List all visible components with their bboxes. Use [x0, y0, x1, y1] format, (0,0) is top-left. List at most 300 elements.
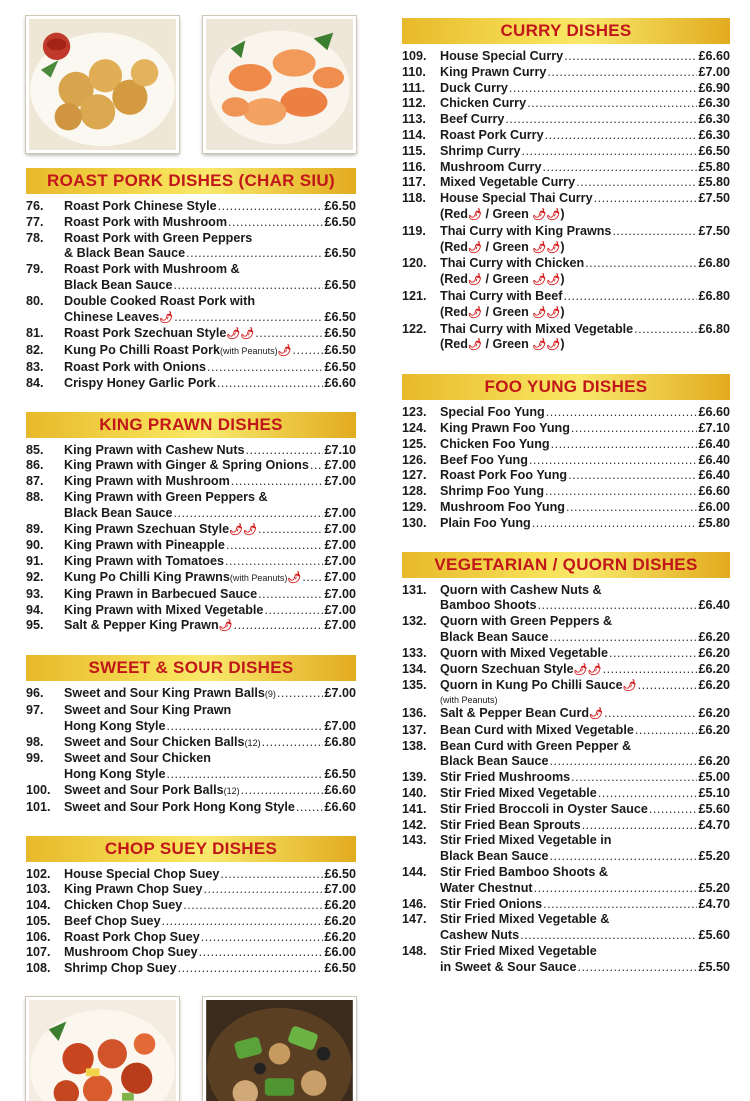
- item-number: 78.: [26, 230, 44, 245]
- section-header: CHOP SUEY DISHES: [26, 836, 356, 862]
- item-number: 77.: [26, 214, 44, 229]
- item-name: House Special Thai Curry: [440, 191, 593, 206]
- item-body: [64, 570, 356, 587]
- menu-item: [402, 646, 730, 662]
- dot-leader: [547, 65, 697, 81]
- dot-leader: [166, 719, 323, 735]
- menu-item: [26, 961, 356, 977]
- item-number: 126.: [402, 452, 427, 467]
- item-body: [440, 786, 730, 802]
- menu-item: [402, 944, 730, 976]
- menu-item: [402, 516, 730, 532]
- item-line: [64, 735, 356, 752]
- menu-item: [26, 603, 356, 619]
- item-name: King Prawn with Green Peppers &: [64, 489, 268, 504]
- item-number: 140.: [402, 786, 427, 801]
- item-price: £7.00: [324, 882, 356, 897]
- dot-leader: [634, 322, 697, 338]
- dot-leader: [638, 678, 698, 694]
- item-name: King Prawn Chop Suey: [64, 882, 203, 897]
- item-name: King Prawn with Mushroom: [64, 474, 230, 489]
- menu-section: [26, 412, 356, 636]
- item-name: King Prawn in Barbecued Sauce: [64, 586, 258, 601]
- item-note: (9): [264, 689, 276, 700]
- menu-item: [26, 199, 356, 215]
- dot-leader: [603, 662, 698, 678]
- menu-item: [26, 343, 356, 360]
- item-line: [440, 421, 730, 437]
- item-price: £6.00: [698, 499, 730, 514]
- item-line: [440, 322, 730, 338]
- item-name: Sweet and Sour Chicken: [64, 751, 211, 766]
- chili-icon: 🌶: [468, 306, 482, 319]
- item-number: 81.: [26, 326, 44, 341]
- item-number: 119.: [402, 223, 426, 238]
- item-price: £6.60: [698, 49, 730, 63]
- menu-item: [402, 65, 730, 81]
- dot-leader: [576, 175, 697, 191]
- item-name: Chicken Foo Yung: [440, 436, 550, 451]
- item-body: [64, 262, 356, 294]
- item-name: Black Bean Sauce: [440, 629, 549, 644]
- item-name: Shrimp Foo Yung: [440, 484, 545, 499]
- item-number: 142.: [402, 817, 427, 832]
- item-line: [64, 686, 356, 703]
- item-number: 112.: [402, 96, 426, 111]
- item-price: £6.20: [698, 722, 730, 737]
- item-body: [440, 144, 730, 160]
- menu-item: [26, 618, 356, 635]
- item-body: [64, 735, 356, 752]
- menu-item: [402, 144, 730, 160]
- item-line: [64, 914, 356, 930]
- item-body: [64, 930, 356, 946]
- dot-leader: [612, 224, 697, 240]
- menu-item: [26, 294, 356, 327]
- item-number: 104.: [26, 898, 51, 913]
- menu-item: [26, 474, 356, 490]
- item-price: £5.60: [698, 928, 730, 943]
- item-name: Mushroom Curry: [440, 159, 542, 174]
- item-price: £7.50: [698, 191, 730, 206]
- dot-leader: [543, 897, 697, 913]
- menu-item: [402, 802, 730, 818]
- item-number: 105.: [26, 913, 51, 928]
- item-name: Sweet and Sour King Prawn Balls: [64, 686, 265, 701]
- menu-item: [26, 554, 356, 570]
- item-line: [440, 928, 730, 944]
- item-name: Quorn in Kung Po Chilli Sauce: [440, 678, 623, 693]
- item-number: 135.: [402, 678, 427, 693]
- item-number: 128.: [402, 484, 427, 499]
- item-name: King Prawn Curry: [440, 64, 547, 79]
- item-line: [64, 603, 356, 619]
- item-name: Hong Kong Style: [64, 718, 166, 733]
- item-body: [440, 500, 730, 516]
- item-name: Stir Fried Mushrooms: [440, 770, 571, 785]
- item-name: Beef Foo Yung: [440, 452, 528, 467]
- sweet-sour-photo: [26, 997, 179, 1101]
- item-line: [440, 818, 730, 834]
- item-line: [440, 144, 730, 160]
- item-line: [440, 81, 730, 97]
- item-body: [440, 739, 730, 771]
- dot-leader: [162, 914, 324, 930]
- menu-item: [26, 538, 356, 554]
- item-name: in Sweet & Sour Sauce: [440, 959, 577, 974]
- menu-item: [402, 678, 730, 706]
- chili-icon: 🌶🌶: [229, 523, 258, 536]
- menu-item: [402, 500, 730, 516]
- dot-leader: [258, 522, 323, 538]
- item-number: 83.: [26, 359, 44, 374]
- item-body: [440, 706, 730, 723]
- item-number: 131.: [402, 582, 427, 597]
- right-menu-sections: [402, 18, 730, 976]
- item-line: [64, 554, 356, 570]
- item-line: [440, 160, 730, 176]
- menu-item: [402, 770, 730, 786]
- item-name: Sweet and Sour Pork Hong Kong Style: [64, 799, 295, 814]
- item-body: [64, 914, 356, 930]
- dot-leader: [542, 160, 697, 176]
- item-body: [440, 128, 730, 144]
- item-body: [64, 783, 356, 800]
- item-line: [64, 343, 356, 360]
- dot-leader: [217, 376, 324, 392]
- item-body: [440, 49, 730, 65]
- dot-leader: [231, 474, 324, 490]
- item-name: King Prawn with Pineapple: [64, 538, 225, 553]
- item-number: 108.: [26, 961, 51, 976]
- item-name: Stir Fried Broccoli in Oyster Sauce: [440, 801, 648, 816]
- item-line: [440, 723, 730, 739]
- item-number: 99.: [26, 751, 44, 766]
- item-line: [440, 944, 730, 960]
- chili-icon: 🌶🌶: [532, 208, 561, 221]
- bottom-photo-row: [26, 997, 356, 1101]
- item-line: [64, 376, 356, 392]
- item-price: £6.50: [324, 246, 356, 261]
- menu-item: [402, 405, 730, 421]
- item-number: 106.: [26, 929, 51, 944]
- item-body: [64, 618, 356, 635]
- dot-leader: [509, 81, 698, 97]
- dot-leader: [228, 215, 323, 231]
- item-number: 117.: [402, 175, 426, 190]
- item-number: 94.: [26, 602, 44, 617]
- item-line: [440, 583, 730, 599]
- item-line: [440, 289, 730, 305]
- chili-icon: 🌶: [468, 241, 482, 254]
- item-line: [440, 770, 730, 786]
- item-body: [64, 199, 356, 215]
- item-body: [64, 343, 356, 360]
- item-name: Black Bean Sauce: [64, 277, 173, 292]
- menu-item: [402, 191, 730, 224]
- item-body: [64, 961, 356, 977]
- item-line: [64, 490, 356, 506]
- left-menu-sections: [26, 168, 356, 977]
- item-line: [440, 128, 730, 144]
- dot-leader: [649, 802, 698, 818]
- item-number: 96.: [26, 686, 44, 701]
- chili-icon: 🌶: [218, 620, 233, 633]
- menu-item: [402, 96, 730, 112]
- item-number: 91.: [26, 554, 44, 569]
- item-line: [64, 231, 356, 247]
- item-number: 138.: [402, 738, 427, 753]
- item-name: Stir Fried Mixed Vegetable &: [440, 912, 610, 927]
- item-price: £6.20: [698, 645, 730, 660]
- menu-item: [402, 49, 730, 65]
- item-name: Roast Pork with Mushroom &: [64, 262, 240, 277]
- dot-leader: [293, 343, 324, 359]
- dot-leader: [201, 930, 324, 946]
- item-line: [64, 326, 356, 343]
- dot-leader: [635, 723, 698, 739]
- item-body: [440, 175, 730, 191]
- chili-icon: 🌶: [277, 345, 292, 358]
- item-line: [440, 484, 730, 500]
- menu-item: [26, 751, 356, 783]
- item-price: £6.50: [324, 343, 356, 358]
- item-price: £6.50: [324, 199, 356, 213]
- item-price: £6.50: [324, 767, 356, 782]
- item-name: Black Bean Sauce: [64, 505, 173, 520]
- item-number: 139.: [402, 770, 427, 785]
- dot-leader: [262, 735, 324, 751]
- item-line: [440, 912, 730, 928]
- section-header: VEGETARIAN / QUORN DISHES: [402, 552, 730, 578]
- item-line: [440, 786, 730, 802]
- dot-leader: [521, 144, 697, 160]
- item-body: [440, 289, 730, 322]
- item-price: £6.50: [324, 214, 356, 229]
- item-line: [440, 516, 730, 532]
- item-name: Thai Curry with King Prawns: [440, 223, 612, 238]
- item-number: 76.: [26, 199, 44, 213]
- item-name: Kung Po Chilli King Prawns: [64, 569, 230, 584]
- item-name: Chicken Curry: [440, 96, 527, 111]
- dot-leader: [310, 458, 324, 474]
- item-line: [64, 618, 356, 635]
- item-body: [440, 65, 730, 81]
- item-number: 132.: [402, 614, 427, 629]
- section-header: KING PRAWN DISHES: [26, 412, 356, 438]
- dot-leader: [598, 786, 698, 802]
- item-body: [64, 376, 356, 392]
- menu-item: [26, 898, 356, 914]
- menu-item: [26, 458, 356, 474]
- menu-item: [26, 587, 356, 603]
- item-body: [64, 751, 356, 783]
- item-number: 93.: [26, 586, 44, 601]
- item-price: £6.50: [324, 309, 356, 324]
- item-line: [64, 310, 356, 327]
- item-body: [440, 770, 730, 786]
- item-line: [440, 500, 730, 516]
- item-name: Roast Pork with Onions: [64, 359, 207, 374]
- item-price: £7.00: [324, 686, 356, 701]
- menu-item: [26, 443, 356, 459]
- prawns-photo: [203, 16, 356, 153]
- item-line: [440, 897, 730, 913]
- item-name: Thai Curry with Chicken: [440, 256, 585, 271]
- item-body: [64, 490, 356, 522]
- item-line: [64, 719, 356, 735]
- dot-leader: [505, 112, 697, 128]
- item-price: £7.50: [698, 223, 730, 238]
- item-price: £6.50: [324, 866, 356, 881]
- menu-item: [26, 231, 356, 263]
- item-number: 80.: [26, 293, 44, 308]
- item-number: 134.: [402, 661, 427, 676]
- menu-item: [402, 437, 730, 453]
- item-body: [440, 646, 730, 662]
- item-number: 122.: [402, 321, 427, 336]
- menu-item: [26, 945, 356, 961]
- chili-icon: 🌶: [159, 311, 174, 324]
- dot-leader: [527, 96, 697, 112]
- item-name: Roast Pork Curry: [440, 127, 544, 142]
- item-name: Beef Chop Suey: [64, 913, 161, 928]
- item-name: Stir Fried Mixed Vegetable in: [440, 833, 612, 848]
- item-line: [440, 678, 730, 695]
- item-note: (12): [244, 737, 261, 748]
- item-name: Special Foo Yung: [440, 405, 545, 420]
- stir-fry-photo: [203, 997, 356, 1101]
- item-body: [440, 468, 730, 484]
- curry-option: (Red🌶 / Green 🌶🌶): [440, 272, 565, 287]
- item-line: [64, 474, 356, 490]
- item-body: [64, 215, 356, 231]
- item-price: £5.20: [698, 849, 730, 864]
- menu-section: [402, 374, 730, 531]
- dot-leader: [582, 818, 698, 834]
- dot-leader: [564, 49, 697, 65]
- item-body: [440, 897, 730, 913]
- item-body: [440, 583, 730, 615]
- item-body: [64, 231, 356, 263]
- item-price: £6.20: [324, 913, 356, 928]
- section-header: ROAST PORK DISHES (CHAR SIU): [26, 168, 356, 194]
- item-price: £6.50: [324, 961, 356, 976]
- item-price: £7.00: [324, 586, 356, 601]
- item-price: £7.00: [324, 521, 356, 536]
- dot-leader: [199, 945, 324, 961]
- item-line: [440, 646, 730, 662]
- menu-item: [402, 256, 730, 289]
- item-line: [64, 587, 356, 603]
- item-body: [64, 800, 356, 816]
- chili-icon: 🌶: [468, 274, 482, 287]
- item-line: [64, 703, 356, 719]
- item-name: Roast Pork Foo Yung: [440, 468, 568, 483]
- dot-leader: [207, 360, 323, 376]
- menu-section: [402, 552, 730, 976]
- item-body: [64, 898, 356, 914]
- menu-item: [402, 468, 730, 484]
- item-price: £7.00: [324, 718, 356, 733]
- dot-leader: [551, 437, 698, 453]
- item-price: £6.30: [698, 127, 730, 142]
- item-line: [64, 538, 356, 554]
- menu-item: [402, 322, 730, 355]
- item-line: [440, 112, 730, 128]
- menu-item: [26, 735, 356, 752]
- item-note: (with Peanuts): [229, 572, 288, 583]
- item-body: [440, 912, 730, 944]
- item-body: [64, 360, 356, 376]
- menu-section: [402, 18, 730, 354]
- item-body: [440, 256, 730, 289]
- item-name: Quorn with Mixed Vegetable: [440, 645, 608, 660]
- menu-item: [402, 484, 730, 500]
- item-number: 79.: [26, 262, 44, 277]
- dot-leader: [302, 570, 323, 586]
- item-line: [64, 867, 356, 883]
- dot-leader: [241, 783, 324, 799]
- item-line: [440, 175, 730, 191]
- item-name: Shrimp Curry: [440, 143, 521, 158]
- item-price: £6.50: [698, 143, 730, 158]
- dot-leader: [538, 598, 698, 614]
- item-line: [440, 405, 730, 421]
- menu-item: [26, 783, 356, 800]
- item-body: [64, 554, 356, 570]
- item-price: £6.50: [324, 326, 356, 341]
- item-body: [64, 686, 356, 703]
- item-price: £6.40: [698, 436, 730, 451]
- menu-item: [402, 453, 730, 469]
- dot-leader: [577, 960, 697, 976]
- item-body: [440, 662, 730, 679]
- chili-icon: 🌶🌶: [532, 306, 561, 319]
- item-number: 133.: [402, 645, 427, 660]
- chili-icon: 🌶: [468, 339, 482, 352]
- item-name: King Prawn Szechuan Style: [64, 521, 230, 536]
- item-line: [64, 360, 356, 376]
- item-line: [64, 294, 356, 310]
- stir-fry-illustration: [206, 1000, 353, 1101]
- item-body: [64, 474, 356, 490]
- item-line: [64, 961, 356, 977]
- curry-option: (Red🌶 / Green 🌶🌶): [440, 239, 565, 254]
- item-body: [440, 484, 730, 500]
- item-line: [64, 570, 356, 587]
- item-line: [64, 751, 356, 767]
- item-number: 143.: [402, 833, 427, 848]
- item-price: £5.00: [698, 770, 730, 785]
- item-line: [64, 945, 356, 961]
- dot-leader: [258, 587, 323, 603]
- item-body: [440, 453, 730, 469]
- menu-item: [402, 818, 730, 834]
- menu-item: [402, 128, 730, 144]
- dot-leader: [183, 898, 323, 914]
- item-price: £6.20: [698, 754, 730, 769]
- item-body: [64, 867, 356, 883]
- item-price: £7.00: [324, 538, 356, 553]
- dot-leader: [174, 278, 324, 294]
- item-number: 86.: [26, 458, 44, 473]
- menu-item: [402, 81, 730, 97]
- item-number: 118.: [402, 191, 426, 206]
- item-body: [440, 96, 730, 112]
- chili-icon: 🌶: [287, 571, 302, 584]
- item-price: £6.60: [698, 484, 730, 499]
